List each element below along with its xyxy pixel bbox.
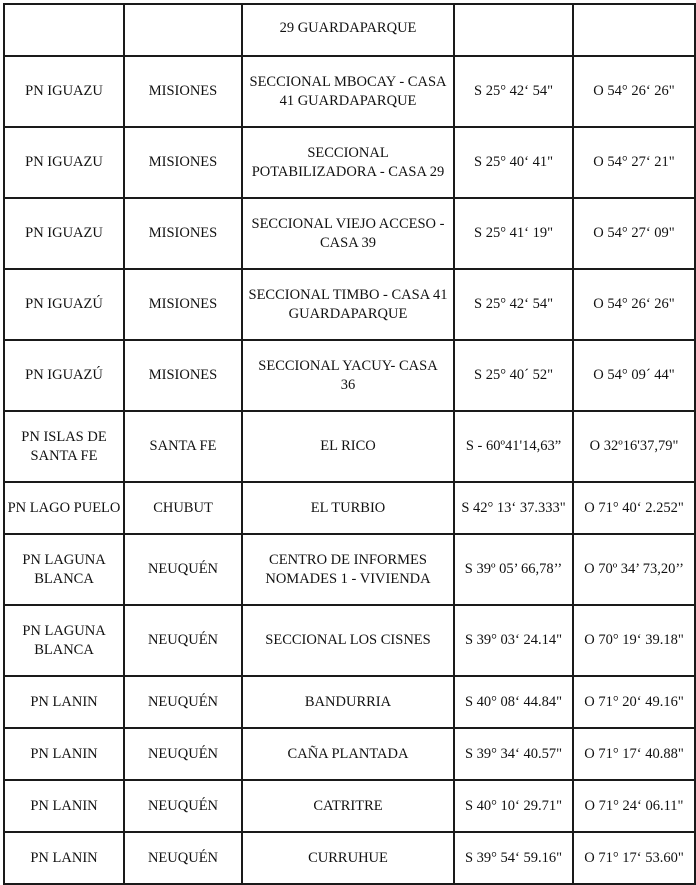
latitude-cell	[454, 56, 573, 127]
latitude-cell	[454, 605, 573, 676]
cell-text-line: SECCIONAL MBOCAY - CASA	[249, 73, 447, 90]
cell-text-line: CASA 39	[319, 234, 376, 251]
cell-text-line: GUARDAPARQUE	[288, 305, 408, 322]
cell-text: S 25° 40´ 52"	[474, 367, 553, 383]
cell-text: NEUQUÉN	[147, 849, 219, 866]
table-row	[4, 676, 695, 728]
park-cell	[4, 728, 124, 780]
cell-text-line: PN ISLAS DE	[21, 428, 107, 445]
station-cell	[242, 728, 454, 780]
station-cell	[242, 56, 454, 127]
cell-text: NEUQUÉN	[147, 632, 219, 648]
park-cell	[4, 534, 124, 605]
cell-text-line: EL TURBIO	[310, 499, 386, 516]
cell-text: PN IGUAZU	[25, 83, 103, 99]
cell-text-line: SECCIONAL YACUY- CASA	[258, 357, 438, 374]
cell-text: O 54° 09´ 44"	[593, 367, 675, 383]
longitude-cell	[573, 605, 695, 676]
cell-text: CHUBUT	[153, 499, 213, 516]
cell-text: O 54° 26‘ 26"	[593, 296, 675, 312]
park-cell	[4, 605, 124, 676]
cell-text: S - 60º41'14,63”	[465, 438, 562, 454]
park-cell	[4, 198, 124, 269]
cell-text: PN IGUAZU	[25, 154, 103, 170]
cell-text: PN IGUAZÚ	[25, 296, 103, 312]
cell-text: O 32º16'37,79"	[589, 438, 679, 454]
park-cell	[4, 56, 124, 127]
table-row	[4, 534, 695, 605]
park-cell	[4, 832, 124, 884]
cell-text: O 71° 20‘ 49.16"	[584, 693, 684, 710]
cell-text-line: EL RICO	[320, 438, 376, 454]
cell-text: MISIONES	[148, 225, 218, 241]
province-cell	[124, 780, 242, 832]
park-cell	[4, 340, 124, 411]
latitude-cell	[454, 534, 573, 605]
province-cell	[124, 198, 242, 269]
latitude-cell	[454, 269, 573, 340]
cell-text-line: 29 GUARDAPARQUE	[279, 20, 417, 36]
cell-text: MISIONES	[148, 296, 218, 312]
cell-text: MISIONES	[148, 154, 218, 170]
cell-text: O 71° 17‘ 53.60"	[584, 849, 684, 866]
table-row	[4, 832, 695, 884]
latitude-cell	[454, 676, 573, 728]
table-body	[4, 4, 695, 884]
longitude-cell	[573, 198, 695, 269]
station-cell	[242, 198, 454, 269]
cell-text: MISIONES	[148, 83, 218, 99]
latitude-cell	[454, 780, 573, 832]
table-row	[4, 127, 695, 198]
cell-text: S 25° 42‘ 54"	[474, 83, 553, 99]
cell-text-line: BLANCA	[34, 641, 94, 658]
cell-text: S 25° 40‘ 41"	[474, 154, 553, 170]
cell-text: O 71° 24‘ 06.11"	[584, 797, 684, 814]
station-cell	[242, 832, 454, 884]
park-cell	[4, 676, 124, 728]
cell-text-line: BANDURRIA	[304, 693, 392, 710]
cell-text-line: PN LAGUNA	[22, 622, 106, 639]
longitude-cell	[573, 340, 695, 411]
cell-text: PN LAGO PUELO	[7, 499, 121, 516]
cell-text: PN LANIN	[30, 797, 98, 814]
cell-text: S 39° 54‘ 59.16"	[464, 849, 563, 866]
table-row	[4, 728, 695, 780]
station-cell	[242, 411, 454, 482]
cell-text-line: SECCIONAL VIEJO ACCESO -	[251, 215, 445, 232]
cell-text: S 39º 05’ 66,78’’	[464, 561, 563, 577]
station-cell	[242, 780, 454, 832]
cell-text-line: CURRUHUE	[308, 849, 388, 866]
cell-text: MISIONES	[148, 367, 218, 383]
cell-text: O 54° 26‘ 26"	[593, 83, 675, 99]
table-row	[4, 411, 695, 482]
park-cell	[4, 4, 124, 56]
cell-text-line: 36	[340, 376, 356, 393]
province-cell	[124, 127, 242, 198]
cell-text: O 70º 34’ 73,20’’	[584, 561, 684, 577]
cell-text: NEUQUÉN	[147, 561, 219, 577]
cell-text: PN IGUAZÚ	[25, 367, 103, 383]
latitude-cell	[454, 340, 573, 411]
longitude-cell	[573, 676, 695, 728]
province-cell	[124, 534, 242, 605]
cell-text: S 39° 34‘ 40.57"	[464, 745, 563, 762]
cell-text-line: PN LAGUNA	[22, 551, 106, 568]
cell-text: PN LANIN	[30, 849, 98, 866]
longitude-cell	[573, 728, 695, 780]
cell-text: S 39° 03‘ 24.14"	[464, 632, 563, 648]
cell-text: S 40° 10‘ 29.71"	[464, 797, 563, 814]
longitude-cell	[573, 411, 695, 482]
cell-text-line: SECCIONAL TIMBO - CASA 41	[248, 286, 448, 303]
stations-table	[3, 3, 696, 885]
station-cell	[242, 127, 454, 198]
table-row	[4, 605, 695, 676]
table-row	[4, 56, 695, 127]
table-row	[4, 780, 695, 832]
cell-text: SANTA FE	[149, 438, 217, 454]
cell-text: S 25° 42‘ 54"	[474, 296, 553, 312]
province-cell	[124, 605, 242, 676]
cell-text-line: NOMADES 1 - VIVIENDA	[265, 570, 431, 587]
latitude-cell	[454, 728, 573, 780]
cell-text: NEUQUÉN	[147, 693, 219, 710]
province-cell	[124, 832, 242, 884]
cell-text: S 40° 08‘ 44.84"	[464, 693, 563, 710]
park-cell	[4, 780, 124, 832]
park-cell	[4, 411, 124, 482]
cell-text: PN IGUAZU	[25, 225, 103, 241]
longitude-cell	[573, 269, 695, 340]
longitude-cell	[573, 127, 695, 198]
station-cell	[242, 4, 454, 56]
station-cell	[242, 340, 454, 411]
station-cell	[242, 269, 454, 340]
province-cell	[124, 340, 242, 411]
cell-text-line: SECCIONAL	[307, 144, 389, 161]
park-cell	[4, 482, 124, 534]
latitude-cell	[454, 411, 573, 482]
station-cell	[242, 534, 454, 605]
table-row	[4, 482, 695, 534]
longitude-cell	[573, 534, 695, 605]
longitude-cell	[573, 482, 695, 534]
latitude-cell	[454, 832, 573, 884]
cell-text-line: CENTRO DE INFORMES	[269, 551, 427, 568]
province-cell	[124, 411, 242, 482]
cell-text: S 25° 41‘ 19"	[474, 225, 553, 241]
cell-text-line: SECCIONAL LOS CISNES	[265, 632, 431, 648]
province-cell	[124, 728, 242, 780]
longitude-cell	[573, 780, 695, 832]
province-cell	[124, 676, 242, 728]
cell-text-line: CATRITRE	[313, 797, 383, 814]
park-cell	[4, 127, 124, 198]
province-cell	[124, 4, 242, 56]
province-cell	[124, 56, 242, 127]
cell-text: O 54° 27‘ 09"	[593, 225, 675, 241]
province-cell	[124, 269, 242, 340]
longitude-cell	[573, 56, 695, 127]
cell-text: S 42° 13‘ 37.333"	[461, 499, 566, 516]
cell-text: O 70° 19‘ 39.18"	[584, 632, 684, 648]
cell-text-line: 41 GUARDAPARQUE	[279, 92, 417, 109]
longitude-cell	[573, 832, 695, 884]
province-cell	[124, 482, 242, 534]
station-cell	[242, 482, 454, 534]
latitude-cell	[454, 4, 573, 56]
cell-text-line: BLANCA	[34, 570, 94, 587]
latitude-cell	[454, 198, 573, 269]
station-cell	[242, 676, 454, 728]
table-row	[4, 198, 695, 269]
latitude-cell	[454, 127, 573, 198]
station-cell	[242, 605, 454, 676]
cell-text: PN LANIN	[30, 745, 98, 762]
latitude-cell	[454, 482, 573, 534]
cell-text: O 71° 40‘ 2.252"	[584, 499, 684, 516]
cell-text-line: POTABILIZADORA - CASA 29	[251, 163, 445, 180]
cell-text-line: CAÑA PLANTADA	[287, 745, 409, 762]
cell-text: O 71° 17‘ 40.88"	[584, 745, 684, 762]
cell-text: NEUQUÉN	[147, 797, 219, 814]
table-row	[4, 4, 695, 56]
longitude-cell	[573, 4, 695, 56]
table-row	[4, 269, 695, 340]
cell-text: O 54° 27‘ 21"	[593, 154, 675, 170]
park-cell	[4, 269, 124, 340]
cell-text-line: SANTA FE	[30, 447, 98, 464]
table-row	[4, 340, 695, 411]
cell-text: PN LANIN	[30, 693, 98, 710]
cell-text: NEUQUÉN	[147, 745, 219, 762]
